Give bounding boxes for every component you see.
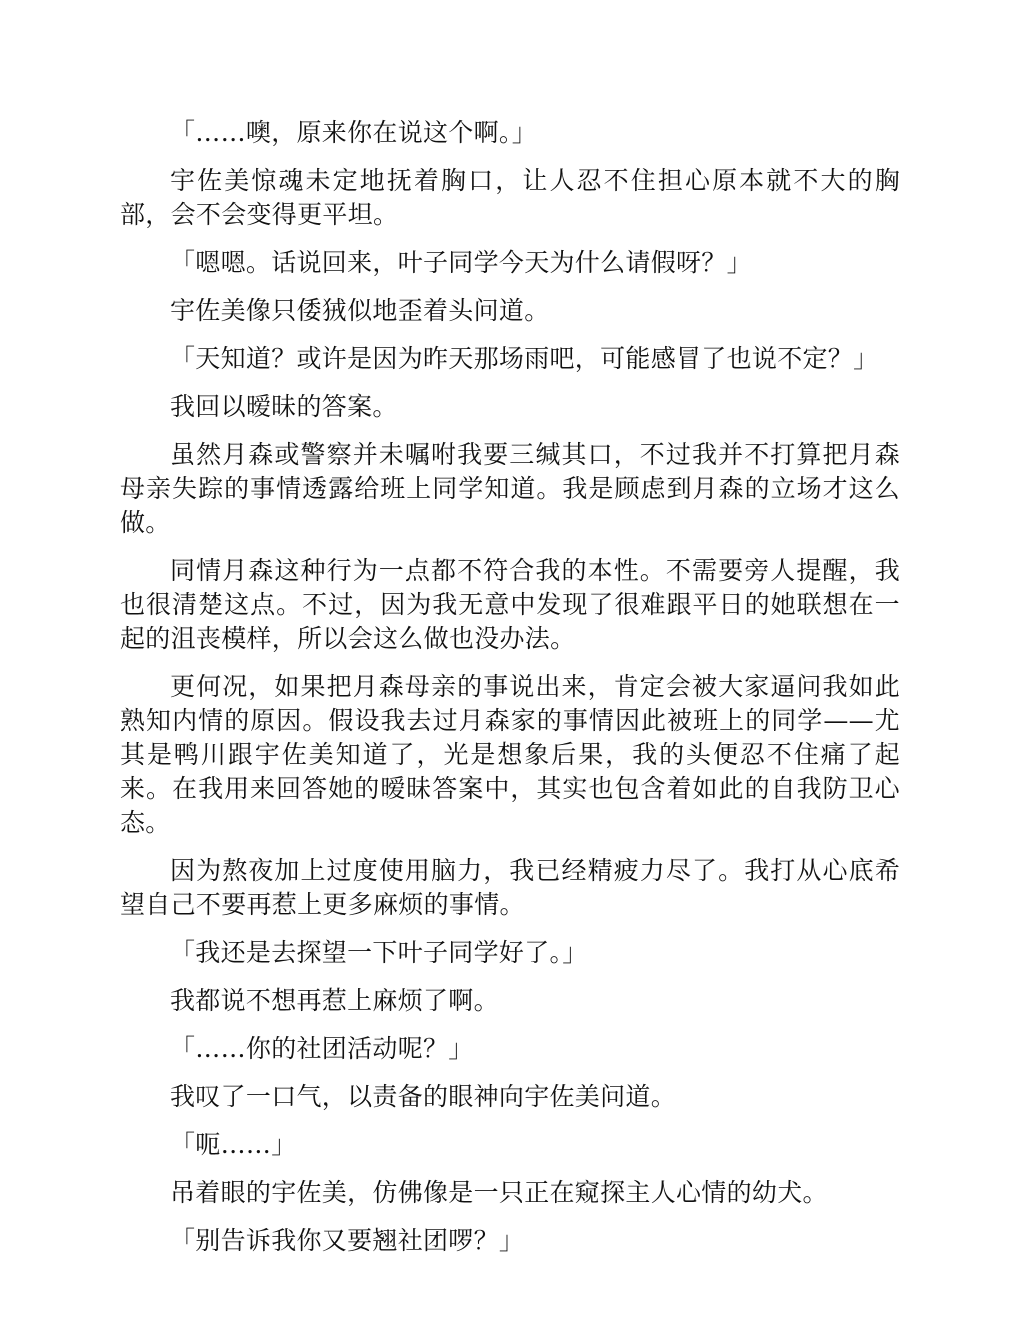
paragraph: 更何况，如果把月森母亲的事说出来，肯定会被大家逼问我如此熟知内情的原因。假设我去过月森家的事情因此被班上的同学——尤其是鸭川跟宇佐美知道了，光是想象后果，我的头便忍不住痛了起来。在我用来回答她的暧昧答案中，其实也包含着如此的自我防卫心态。 — [120, 672, 900, 837]
paragraph: 「呃……」 — [170, 1130, 297, 1159]
paragraph: 同情月森这种行为一点都不符合我的本性。不需要旁人提醒，我也很清楚这点。不过，因为我无意中发现了很难跟平日的她联想在一起的沮丧模样，所以会这么做也没办法。 — [120, 556, 900, 653]
paragraph: 「我还是去探望一下叶子同学好了。」 — [170, 938, 588, 967]
paragraph: 因为熬夜加上过度使用脑力，我已经精疲力尽了。我打从心底希望自己不要再惹上更多麻烦的事情。 — [120, 856, 900, 919]
paragraph: 「……噢，原来你在说这个啊。」 — [170, 118, 538, 147]
paragraph: 虽然月森或警察并未嘱咐我要三缄其口，不过我并不打算把月森母亲失踪的事情透露给班上同学知道。我是顾虑到月森的立场才这么做。 — [120, 440, 900, 537]
paragraph: 我叹了一口气，以责备的眼神向宇佐美问道。 — [170, 1082, 677, 1111]
paragraph: 我都说不想再惹上麻烦了啊。 — [170, 986, 499, 1015]
paragraph: 「……你的社团活动呢？」 — [170, 1034, 474, 1063]
paragraph: 吊着眼的宇佐美，仿佛像是一只正在窥探主人心情的幼犬。 — [170, 1178, 828, 1207]
paragraph: 「天知道？或许是因为昨天那场雨吧，可能感冒了也说不定？」 — [170, 344, 879, 373]
paragraph: 宇佐美惊魂未定地抚着胸口，让人忍不住担心原本就不大的胸部，会不会变得更平坦。 — [120, 166, 900, 229]
paragraph: 「别告诉我你又要翘社团啰？」 — [170, 1226, 525, 1255]
paragraph: 「嗯嗯。话说回来，叶子同学今天为什么请假呀？」 — [170, 248, 752, 277]
paragraph: 宇佐美像只倭狨似地歪着头问道。 — [170, 296, 550, 325]
document-page — [120, 116, 900, 1272]
paragraph: 我回以暧昧的答案。 — [170, 392, 398, 421]
